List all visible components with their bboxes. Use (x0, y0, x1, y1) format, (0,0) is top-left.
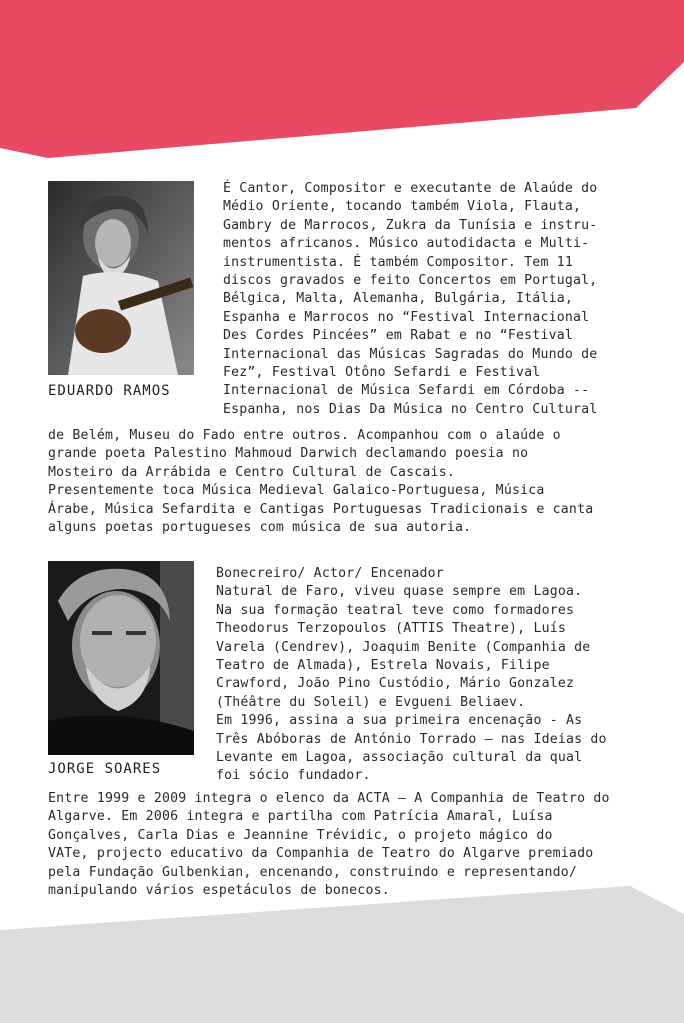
top-accent-band (0, 0, 684, 160)
bio-text-line: foi sócio fundador. (216, 768, 371, 784)
jorge-soares-bio-wrapped (216, 565, 640, 786)
bio-text-line: Teatro de Almada), Estrela Novais, Filipe (216, 658, 550, 674)
bio-text-line: Natural de Faro, viveu quase sempre em Lagoa. (216, 584, 583, 600)
jorge-soares-name: JORGE SOARES (48, 761, 162, 777)
bio-text-line: Fez”, Festival Otôno Sefardi e Festival (223, 365, 541, 381)
bio-text-line: Internacional das Músicas Sagradas do Mundo de (223, 346, 598, 362)
eduardo-ramos-photo (48, 181, 194, 375)
bio-text-line: Árabe, Música Sefardita e Cantigas Portuguesas Tradicionais e canta (48, 501, 594, 517)
bio-text-line: Espanha, nos Dias Da Música no Centro Cultural (223, 401, 598, 417)
bio-text-line: Médio Oriente, tocando também Viola, Flauta, (223, 199, 582, 215)
bio-text-line: instrumentista. É também Compositor. Tem 11 (223, 254, 574, 270)
bio-text-line: Des Cordes Pincées” em Rabat e no “Festival (223, 328, 574, 344)
bio-text-line: Varela (Cendrev), Joaquim Benite (Companhia de (216, 639, 591, 655)
eduardo-ramos-bio-full (48, 427, 640, 537)
bio-text-line: Bonecreiro/ Actor/ Encenador (216, 566, 444, 581)
bio-text-line: pela Fundação Gulbenkian, encenando, construindo e representando/ (48, 864, 578, 880)
eduardo-ramos-bio-wrapped (223, 180, 640, 419)
bio-text-line: Internacional de Música Sefardi em Córdoba -- (223, 383, 590, 399)
bio-text-line: mentos africanos. Músico autodidacta e Multi- (223, 236, 590, 252)
bio-text-line: Em 1996, assina a sua primeira encenação - As (216, 713, 583, 729)
bio-text-line: Mosteiro da Arrábida e Centro Cultural de Cascais. (48, 464, 455, 480)
bio-text-line: Presentemente toca Música Medieval Galaico-Portuguesa, Música (48, 483, 545, 499)
bio-text-line: Theodorus Terzopoulos (ATTIS Theatre), Luís (216, 621, 567, 637)
bottom-gray-band (0, 880, 684, 1023)
bio-text-line: Espanha e Marrocos no “Festival Internacional (223, 309, 590, 325)
bio-text-line: de Belém, Museu do Fado entre outros. Acompanhou com o alaúde o (48, 428, 561, 443)
bio-text-line: grande poeta Palestino Mahmoud Darwich declamando poesia no (48, 446, 529, 462)
bio-text-line: VATe, projecto educativo da Companhia de Teatro do Algarve premiado (48, 846, 594, 862)
bio-text-line: Três Abóboras de António Torrado – nas Ideias do (216, 731, 607, 747)
bio-text-line: Algarve. Em 2006 integra e partilha com Patrícia Amaral, Luísa (48, 809, 553, 825)
bio-text-line: Levante em Lagoa, associação cultural da qual (216, 750, 583, 766)
bio-text-line: Bélgica, Malta, Alemanha, Bulgária, Itália, (223, 291, 574, 307)
bio-text-line: manipulando vários espetáculos de bonecos. (48, 883, 390, 899)
jorge-soares-photo (48, 561, 194, 755)
jorge-soares-bio-full (48, 790, 640, 900)
bio-text-line: É Cantor, Compositor e executante de Alaúde do (223, 181, 598, 196)
bio-text-line: Gambry de Marrocos, Zukra da Tunísia e instru- (223, 217, 598, 233)
bio-text-line: Crawford, João Pino Custódio, Mário Gonzalez (216, 676, 575, 692)
bio-text-line: alguns poetas portugueses com música de sua autoria. (48, 520, 472, 536)
bio-text-line: Gonçalves, Carla Dias e Jeannine Trévidic, o projeto mágico do (48, 827, 553, 843)
bio-text-line: Na sua formação teatral teve como formadores (216, 602, 575, 618)
bio-text-line: Entre 1999 e 2009 integra o elenco da ACTA – A Companhia de Teatro do (48, 791, 610, 806)
bio-text-line: (Théâtre du Soleil) e Evgueni Beliaev. (216, 694, 526, 710)
eduardo-ramos-name: EDUARDO RAMOS (48, 383, 171, 399)
bio-text-line: discos gravados e feito Concertos em Portugal, (223, 273, 598, 289)
